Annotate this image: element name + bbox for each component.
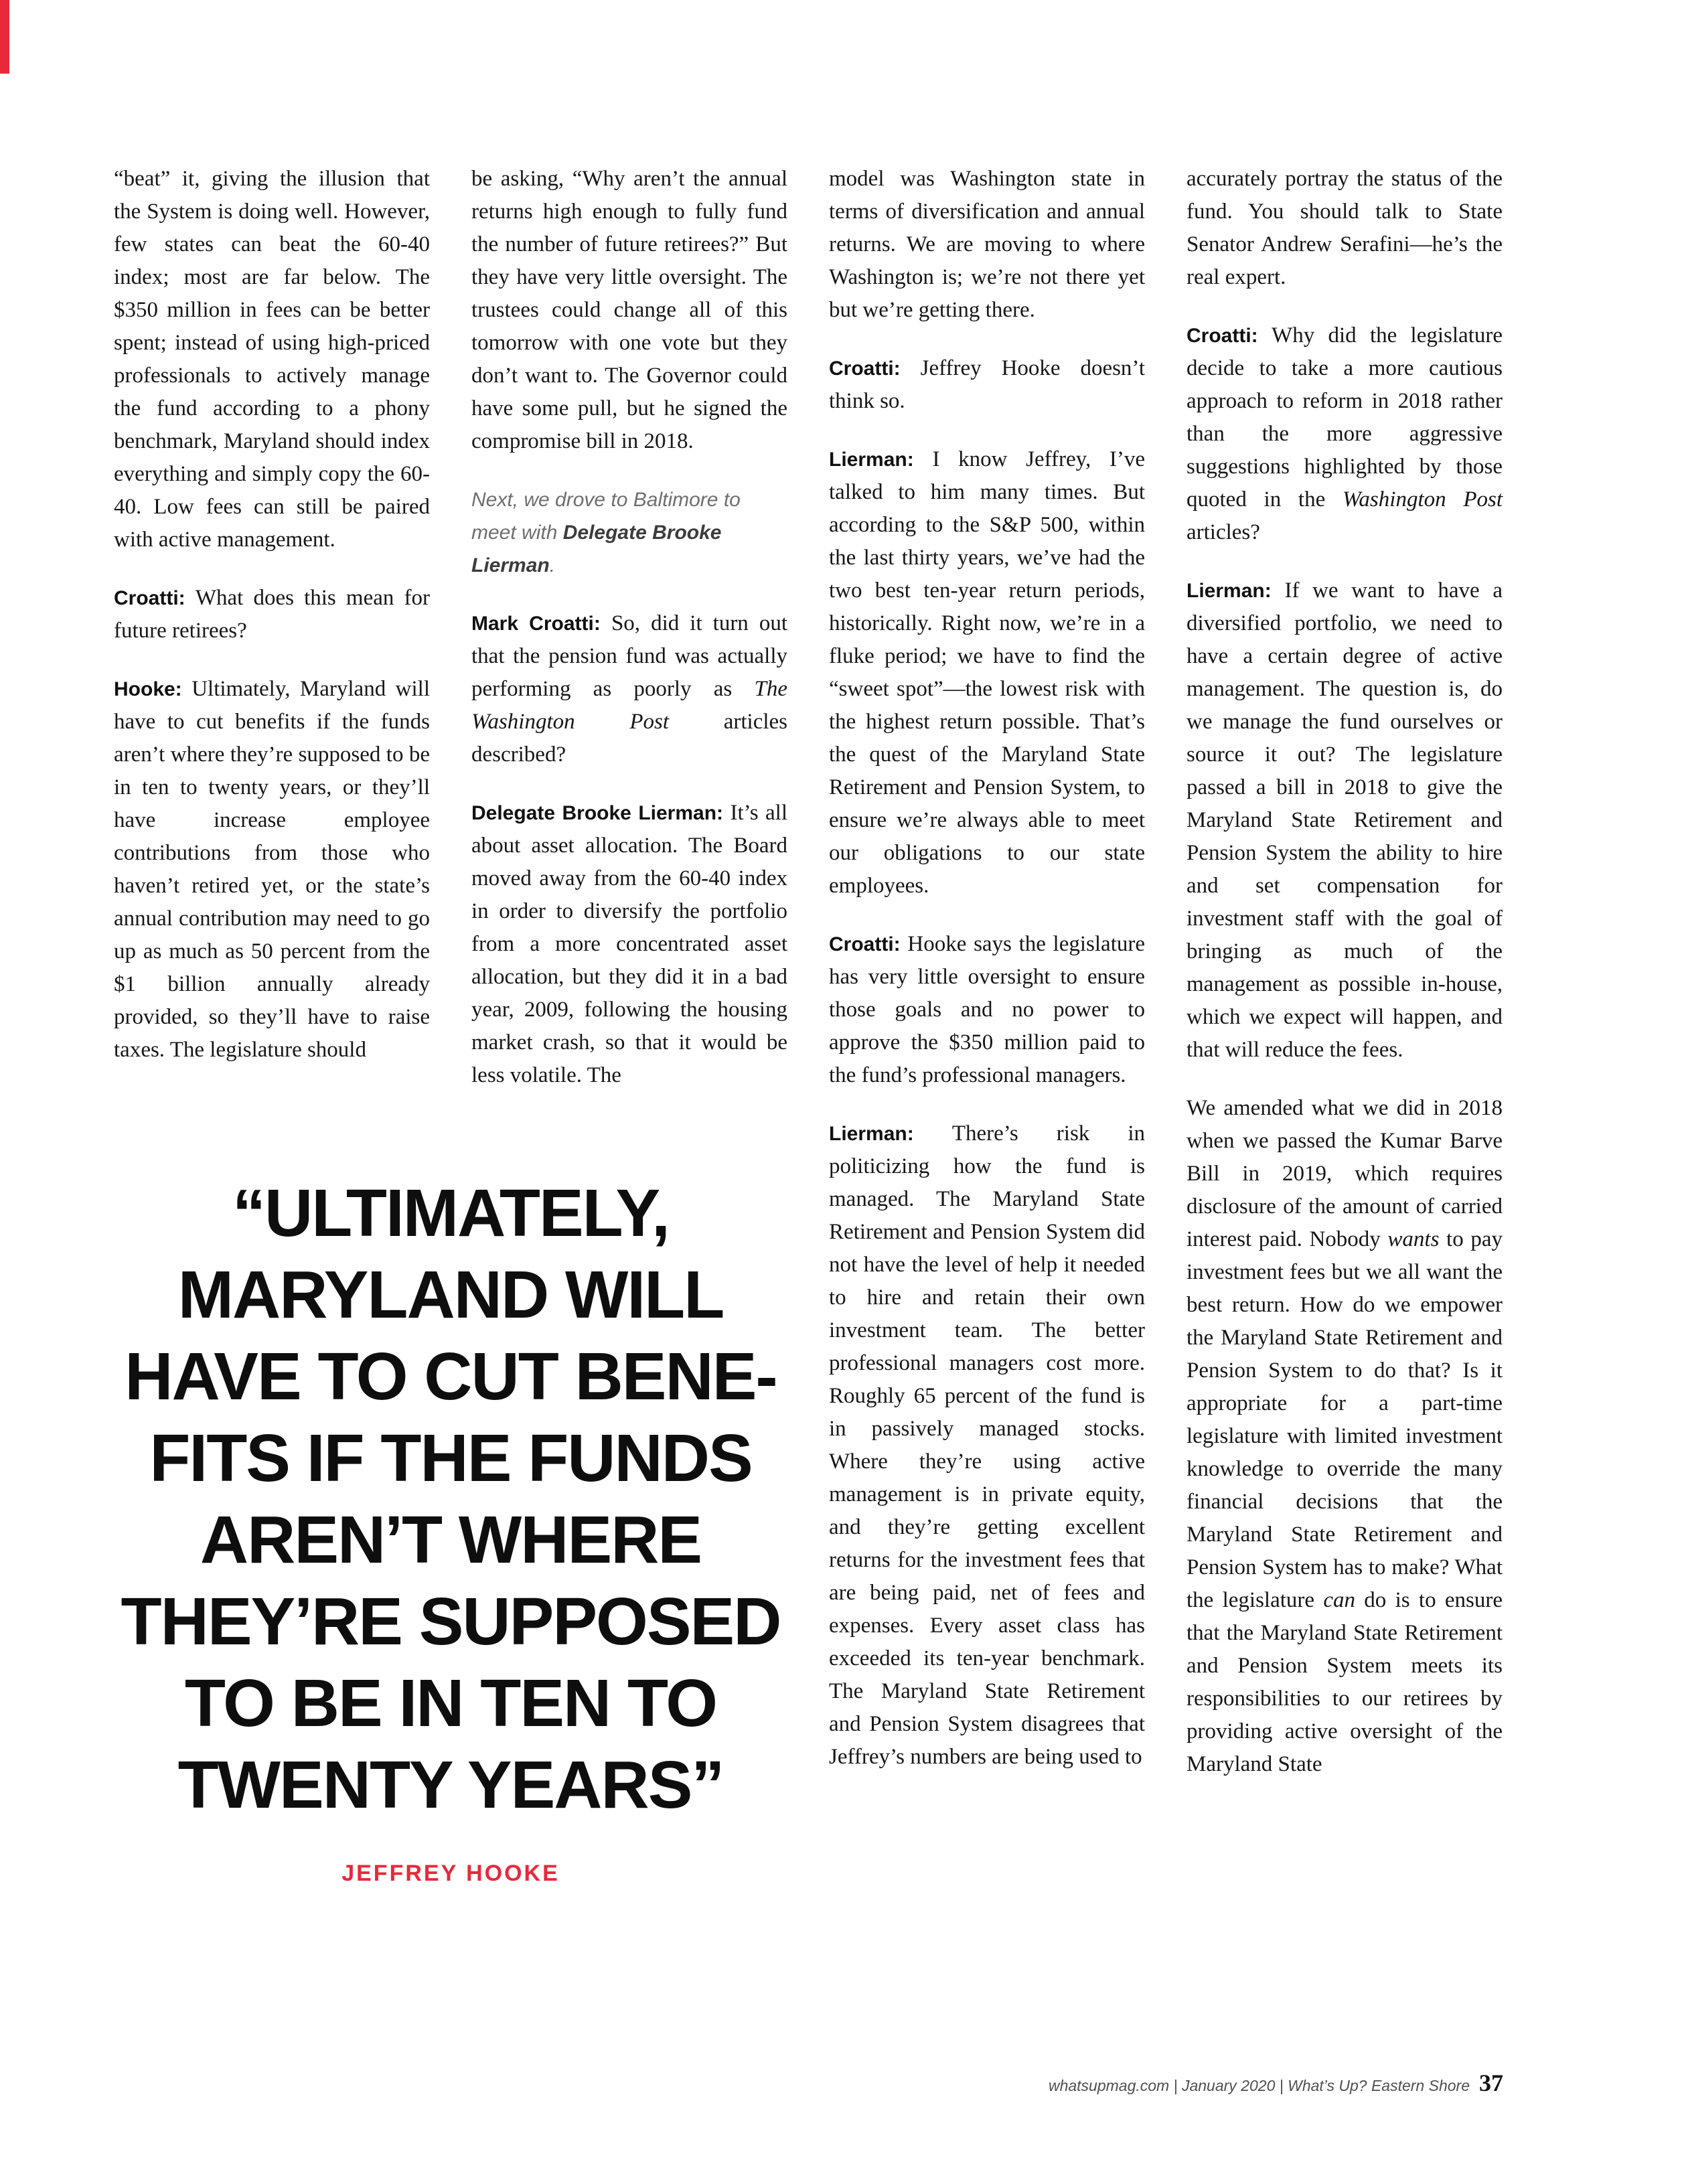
pull-quote-line-7: TO BE IN TEN TO <box>184 1666 717 1741</box>
text-segment: accurately portray the status of the fund. You should talk to State Senator Andrew Serafini—he’s the real expert. <box>1187 167 1503 289</box>
text-segment: articles? <box>1187 520 1260 544</box>
text-segment: Why did the legislature decide to take a more cautious approach to reform in 2018 rather than the more aggressive suggestions highlighted by those quoted in the <box>1187 323 1503 512</box>
text-segment: be asking, “Why aren’t the annual returns high enough to fully fund the number of future retirees?” But they have very little oversight. The trustees could change all of this tomorrow with one vote but they don’t want to. The Governor could have some pull, but he signed the compromise bill in 2018. <box>471 167 787 453</box>
body-paragraph <box>114 163 430 556</box>
pull-quote <box>114 1172 787 1887</box>
text-segment: If we want to have a diversified portfolio, we need to have a certain degree of active management. The question is, do we manage the fund ourselves or source it out? The legislature passed a bill in 2018 to give the Maryland State Retirement and Pension System the ability to hire and set compensation for investment staff with the goal of bringing as much of the management as possible in-house, which we expect will happen, and that will reduce the fees. <box>1187 578 1503 1062</box>
pull-quote-line-4: FITS IF THE FUNDS <box>149 1421 752 1496</box>
text-segment: “beat” it, giving the illusion that the System is doing well. However, few states can beat the 60-40 index; most are far below. The $350 million in fees can be better spent; instead of using high-priced professionals to actively manage the fund according to a phony benchmark, Maryland should index everything and simply copy the 60-40. Low fees can still be paired with active management. <box>114 167 430 552</box>
body-paragraph <box>829 928 1145 1092</box>
text-segment: It’s all about asset allocation. The Board moved away from the 60-40 index in order to diversify the portfolio from a more concentrated asset allocation, but they did it in a bad year, 2009, following the housing market crash, so that it would be less volatile. The <box>471 801 787 1087</box>
speaker-label: Lierman: <box>1187 580 1285 602</box>
speaker-label: Croatti: <box>114 587 196 609</box>
pull-quote-line-1: “ULTIMATELY, <box>232 1176 669 1251</box>
body-paragraph <box>829 1117 1145 1774</box>
left-columns-and-quote <box>114 163 787 1887</box>
body-paragraph <box>471 797 787 1092</box>
body-paragraph <box>114 582 430 647</box>
text-column-4 <box>1187 163 1503 1781</box>
text-column-2 <box>471 163 787 1092</box>
body-paragraph <box>829 163 1145 327</box>
text-segment: can <box>1323 1588 1356 1612</box>
text-segment: What does this mean for future retirees? <box>114 586 430 643</box>
text-segment: We amended what we did in 2018 when we passed the Kumar Barve Bill in 2019, which requires disclosure of the amount of carried interest paid. Nobody <box>1187 1096 1503 1251</box>
speaker-label: Mark Croatti: <box>471 613 611 635</box>
body-paragraph <box>471 163 787 458</box>
text-segment: Ultimately, Maryland will have to cut benefits if the funds aren’t where they’re supposed to be in ten to twenty years, or they’ll have increase employee contributions from those who haven’t retired yet, or the state’s annual contribution may need to go up as much as 50 percent from the $1 billion annually already provided, so they’ll have to raise taxes. The legislature should <box>114 677 430 1062</box>
corner-accent-bar <box>0 0 9 74</box>
text-column-1 <box>114 163 430 1092</box>
text-segment: I know Jeffrey, I’ve talked to him many times. But according to the S&P 500, within the last thirty years, we’ve had the two best ten-year return periods, historically. Right now, we’re in a fluke period; we have to find the “sweet spot”—the lowest risk with the highest return possible. That’s the quest of the Maryland State Retirement and Pension System, to ensure we’re always able to meet our obligations to our state employees. <box>829 447 1146 898</box>
text-segment: Next, we drove to Baltimore to meet with <box>471 489 741 544</box>
text-segment: Hooke says the legislature has very little oversight to ensure those goals and no power to approve the $350 million paid to the fund’s professional managers. <box>829 932 1145 1087</box>
body-paragraph <box>1187 163 1503 294</box>
text-segment: Washington Post <box>1342 487 1503 512</box>
speaker-label: Lierman: <box>829 449 933 471</box>
pull-quote-attribution: JEFFREY HOOKE <box>341 1861 560 1886</box>
speaker-label: Delegate Brooke Lierman: <box>471 802 731 824</box>
speaker-label: Hooke: <box>114 678 192 700</box>
text-segment: . <box>549 554 556 576</box>
text-segment: There’s risk in politicizing how the fund is managed. The Maryland State Retirement and Pension System did not have the level of help it needed to hire and retain their own investment team. The better professional managers cost more. Roughly 65 percent of the fund is in passively managed stocks. Where they’re using active management is in private equity, and they’re getting excellent returns for the investment fees that are being paid, net of fees and expenses. Every asset class has exceeded its ten-year benchmark. The Maryland State Retirement and Pension System disagrees that Jeffrey’s numbers are being used to <box>829 1121 1145 1769</box>
body-paragraph <box>471 607 787 771</box>
page-footer <box>1049 2069 1503 2097</box>
article-body <box>114 163 1504 1887</box>
pull-quote-line-5: AREN’T WHERE <box>200 1502 702 1577</box>
text-segment: Delegate Brooke Lierman <box>471 522 722 576</box>
text-segment: Jeffrey Hooke doesn’t think so. <box>829 356 1145 413</box>
text-segment: The Washington Post <box>471 677 787 734</box>
text-column-3 <box>829 163 1145 1774</box>
speaker-label: Croatti: <box>829 933 908 955</box>
body-paragraph <box>1187 1092 1503 1781</box>
pull-quote-line-3: HAVE TO CUT BENE- <box>125 1339 777 1414</box>
body-paragraph <box>829 352 1145 418</box>
text-segment: do is to ensure that the Maryland State Retirement and Pension System meets its responsibilities to our retirees by providing active oversight of the Maryland State <box>1187 1588 1503 1776</box>
text-segment: articles described? <box>471 710 787 767</box>
body-paragraph <box>1187 574 1503 1067</box>
pull-quote-line-6: THEY’RE SUPPOSED <box>121 1584 781 1659</box>
speaker-label: Lierman: <box>829 1123 952 1145</box>
pull-quote-line-8: TWENTY YEARS” <box>177 1747 724 1822</box>
pull-quote-line-2: MARYLAND WILL <box>177 1257 724 1332</box>
speaker-label: Croatti: <box>1187 325 1272 347</box>
left-columns <box>114 163 787 1092</box>
text-segment: So, did it turn out that the pension fund was actually performing as poorly as <box>471 611 788 701</box>
body-paragraph <box>829 443 1145 903</box>
page-number: 37 <box>1479 2070 1503 2096</box>
text-segment: model was Washington state in terms of diversification and annual returns. We are moving to where Washington is; we’re not there yet but we’re getting there. <box>829 167 1145 322</box>
text-segment: wants <box>1387 1227 1440 1251</box>
text-segment: to pay investment fees but we all want the best return. How do we empower the Maryland State Retirement and Pension System to do that? Is it appropriate for a part-time legislature with limited investment knowledge to override the many financial decisions that the Maryland State Retirement and Pension System has to make? What the legislature <box>1187 1227 1503 1612</box>
editorial-note <box>471 483 787 582</box>
body-paragraph <box>1187 319 1503 549</box>
body-paragraph <box>114 673 430 1067</box>
speaker-label: Croatti: <box>829 358 921 380</box>
footer-credit: whatsupmag.com | January 2020 | What’s Up? Eastern Shore <box>1048 2077 1470 2094</box>
